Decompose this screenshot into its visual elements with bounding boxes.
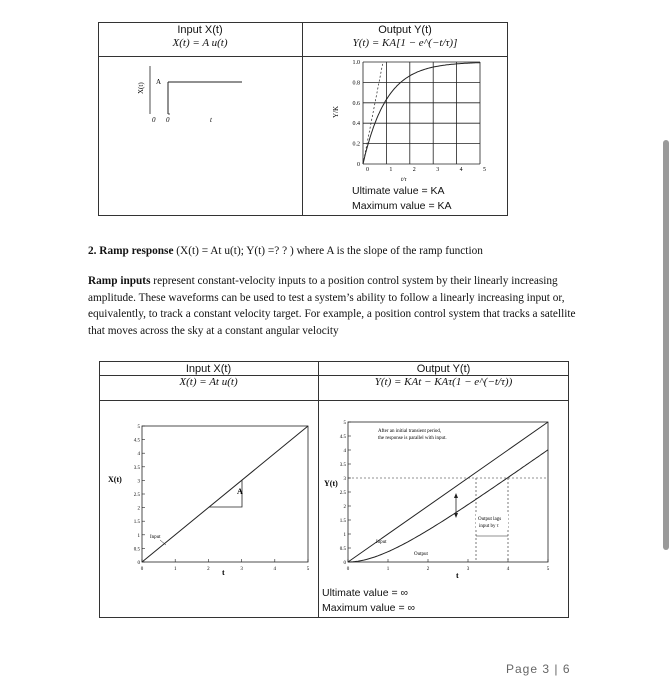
step-input-ylabel: X(t) <box>137 82 145 94</box>
step-ultimate-value: Ultimate value = KA <box>352 185 445 197</box>
step-input-title: Input X(t) <box>177 24 223 36</box>
ramp-input-ylabel: X(t) <box>108 475 122 484</box>
ramp-paragraph-rest: represent constant-velocity inputs to a position control system by their linearly increasing amplitude. These waveforms can be used to test a system’s ability to follow a linearly increasing input or, equivalently, to track a constant velocity target. For example, a position control system that tracks a satellite that moves across the sky at a constant angular velocity <box>88 275 576 337</box>
step-output-ytick: 1.0 <box>352 60 360 66</box>
step-input-formula: X(t) = A u(t) <box>172 37 228 49</box>
ramp-input-formula: X(t) = At u(t) <box>179 376 238 388</box>
step-input-xtick: t <box>210 116 212 124</box>
ramp-output-ytick: 0.5 <box>339 547 346 552</box>
ramp-output-ytick: 2 <box>343 505 346 510</box>
ramp-output-input-label: Input <box>376 540 387 545</box>
ramp-input-header <box>99 363 318 389</box>
ramp-output-lag-note: input by τ <box>479 524 499 529</box>
ramp-input-ytick: 0 <box>137 561 140 566</box>
ramp-input-ytick: 0.5 <box>133 547 140 553</box>
step-output-xtick: 0 <box>366 167 369 173</box>
step-output-xtick: 3 <box>436 167 440 173</box>
step-input-xtick: 0 <box>166 116 170 124</box>
step-output-ytick: 0.4 <box>352 121 360 128</box>
ramp-output-ytick: 5 <box>343 421 346 426</box>
step-output-ytick: 0 <box>357 162 360 168</box>
ramp-input-ytick: 3.5 <box>133 465 140 471</box>
step-input-plot <box>130 64 250 128</box>
ramp-output-ytick: 4 <box>343 449 346 454</box>
ramp-ultimate-value: Ultimate value = ∞ <box>322 587 408 599</box>
ramp-output-xlabel: t <box>456 571 459 580</box>
step-output-plot <box>330 56 490 184</box>
section-heading-bold: 2. Ramp response <box>88 245 174 257</box>
ramp-input-line <box>142 426 308 562</box>
step-output-xtick: 5 <box>483 167 486 173</box>
ramp-maximum-value: Maximum value = ∞ <box>322 602 415 614</box>
ramp-table-body-rule <box>99 400 569 401</box>
ramp-output-ytick: 2.5 <box>339 491 346 496</box>
step-output-header <box>303 24 507 50</box>
ramp-input-ytick: 2.5 <box>133 493 140 498</box>
ramp-output-curve <box>348 450 548 562</box>
page-number: Page 3 | 6 <box>506 662 571 676</box>
ramp-input-line-label: Input <box>150 535 161 540</box>
ramp-output-ytick: 3.5 <box>339 463 346 468</box>
ramp-output-formula: Y(t) = KAt − KAτ(1 − e^(−t/τ)) <box>374 376 513 388</box>
step-input-xtick: 0 <box>152 116 156 124</box>
ramp-output-ytick: 1.5 <box>339 519 346 524</box>
ramp-input-slope-label: A <box>237 487 243 496</box>
ramp-input-ytick: 3 <box>137 479 140 485</box>
ramp-input-xtick: 4 <box>273 567 277 572</box>
step-output-ylabel: Y/K <box>332 105 340 118</box>
step-output-ytick: 0.6 <box>352 100 360 107</box>
step-output-formula: Y(t) = KA[1 − e^(−t/τ)] <box>352 37 458 49</box>
ramp-paragraph-bold: Ramp inputs <box>88 275 151 287</box>
ramp-output-lag-arrowhead-up <box>454 493 458 498</box>
ramp-input-ytick: 2 <box>137 506 140 512</box>
ramp-output-xtick: 1 <box>386 567 390 572</box>
ramp-input-xtick: 2 <box>207 567 210 572</box>
ramp-input-xtick: 5 <box>306 567 310 572</box>
ramp-output-plot <box>324 418 556 584</box>
ramp-output-xtick: 2 <box>426 567 430 572</box>
ramp-input-ytick: 1.5 <box>133 520 140 526</box>
step-output-curve <box>363 63 480 164</box>
ramp-output-output-label: Output <box>414 552 428 557</box>
ramp-input-ytick: 4.5 <box>133 438 140 444</box>
ramp-output-ytick: 1 <box>343 533 346 538</box>
ramp-output-lag-note: Output lags <box>478 517 502 522</box>
step-table-divider <box>302 22 303 216</box>
step-output-xtick: 4 <box>459 167 463 173</box>
ramp-output-ytick: 3 <box>343 477 346 482</box>
ramp-output-note: the response is parallel with input. <box>378 436 447 441</box>
ramp-input-xtick: 1 <box>173 567 177 572</box>
step-input-header <box>98 24 302 50</box>
ramp-output-xtick: 5 <box>546 567 550 572</box>
step-output-ytick: 0.8 <box>352 80 360 87</box>
ramp-output-xtick: 4 <box>506 567 510 572</box>
ramp-input-xtick: 3 <box>240 567 243 572</box>
ramp-input-xlabel: t <box>222 568 225 577</box>
section-heading-rest: (X(t) = At u(t); Y(t) =? ? ) where A is the slope of the ramp function <box>173 245 483 257</box>
ramp-output-note: After an initial transient period, <box>378 429 442 434</box>
ramp-input-ytick: 1 <box>137 533 140 539</box>
ramp-output-lag-arrowhead-down <box>454 513 458 518</box>
ramp-input-xtick: 0 <box>140 567 144 572</box>
ramp-output-ytick: 0 <box>343 561 346 566</box>
step-output-grid <box>363 62 480 164</box>
step-output-ytick: 0.2 <box>352 141 360 148</box>
ramp-output-header <box>319 363 568 389</box>
ramp-input-ytick: 4 <box>137 452 140 458</box>
step-output-xtick: 1 <box>389 167 393 173</box>
ramp-output-title: Output Y(t) <box>416 363 471 375</box>
section-heading <box>88 243 588 260</box>
ramp-input-plot <box>108 420 314 580</box>
ramp-input-title: Input X(t) <box>185 363 232 375</box>
step-output-tangent <box>363 62 383 164</box>
vertical-scrollbar[interactable] <box>663 140 669 550</box>
step-output-title: Output Y(t) <box>378 24 432 36</box>
ramp-output-ylabel: Y(t) <box>324 479 338 488</box>
ramp-output-xtick: 3 <box>466 567 470 572</box>
ramp-output-ytick: 4.5 <box>339 435 346 440</box>
step-input-level-label: A <box>156 78 162 86</box>
ramp-input-ytick: 5 <box>137 425 140 430</box>
step-output-xlabel: t/τ <box>401 177 407 183</box>
ramp-paragraph <box>88 273 588 339</box>
step-output-xtick: 2 <box>412 167 416 173</box>
ramp-output-xtick: 0 <box>346 567 350 572</box>
step-maximum-value: Maximum value = KA <box>352 200 452 212</box>
